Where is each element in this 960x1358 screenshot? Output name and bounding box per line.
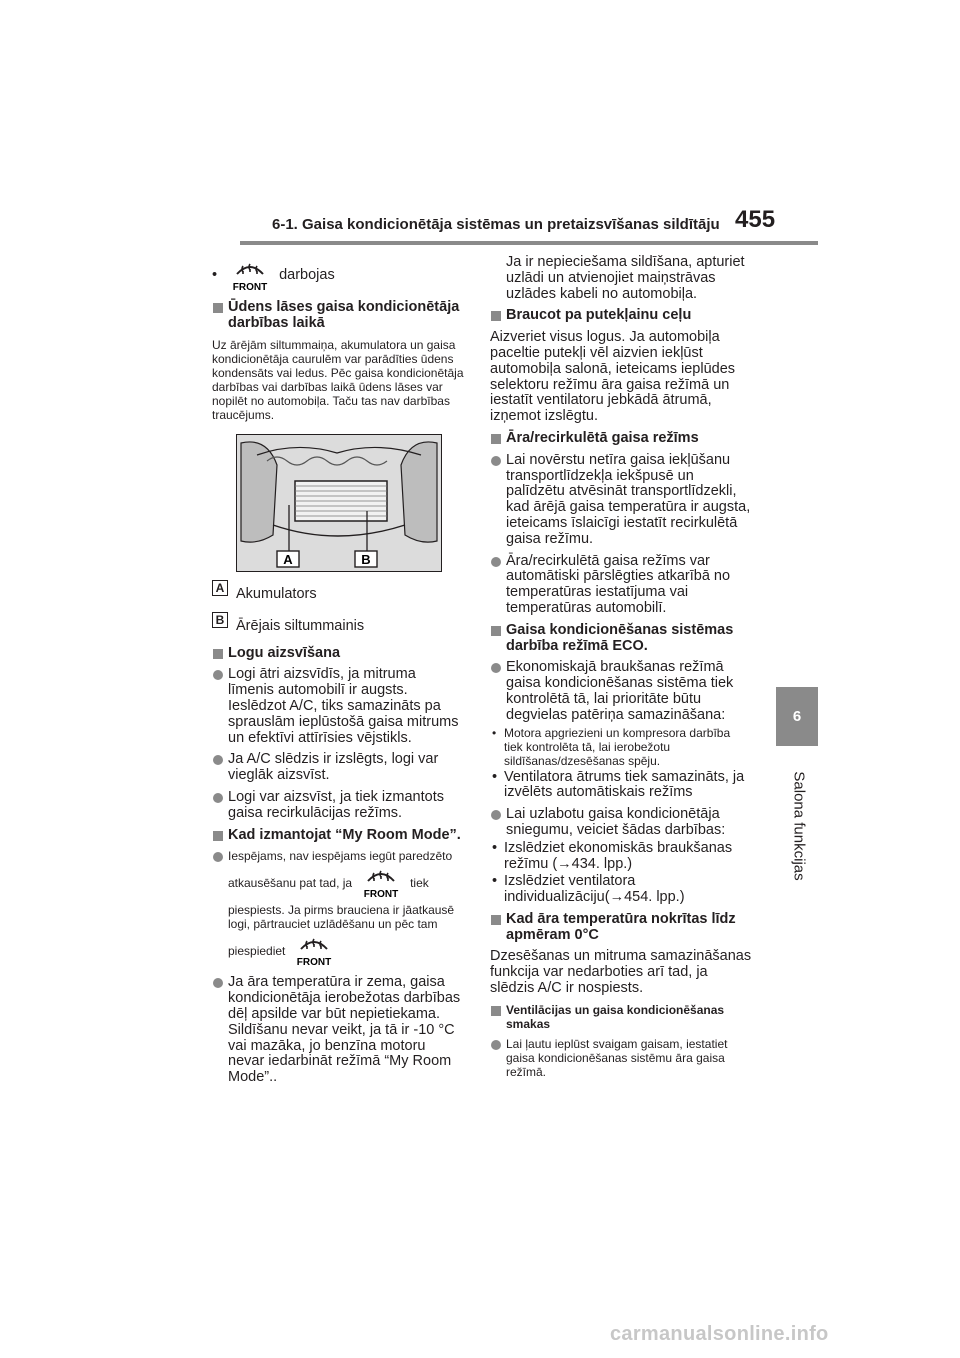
- front-defogger-item: • FRONT darbojas: [212, 258, 464, 294]
- heading-eco-mode: Gaisa kondicionēšanas sistēmas darbība režīmā ECO.: [490, 623, 752, 655]
- heading-odors: Ventilācijas un gaisa kondicionēšanas smakas: [490, 1003, 752, 1031]
- bullet-air-mode-2: Āra/recirkulētā gaisa režīms var automātiski pārslēgties atkarībā no temperatūras iestatījuma vai temperatūras automobilī.: [490, 554, 752, 617]
- figure-callout-a: A: [283, 551, 293, 567]
- heading-my-room-mode: Kad izmantojat “My Room Mode”.: [212, 828, 464, 844]
- legend-a-callout: A: [212, 580, 228, 596]
- heading-dusty-road: Braucot pa putekļainu ceļu: [490, 308, 752, 324]
- front-defroster-icon: [293, 933, 335, 969]
- page-number: 455: [735, 206, 776, 233]
- legend-a: [212, 580, 464, 602]
- paragraph-zero-degrees: Dzesēšanas un mitruma samazināšanas funkcija var nedarboties arī tad, ja slēdzis A/C ir nospiests.: [490, 948, 752, 997]
- legend-a-text: Akumulators: [236, 585, 317, 602]
- dash-eco-fan: • Ventilatora ātrums tiek samazināts, ja izvēlēts automātiskais režīms: [490, 770, 752, 802]
- bullet-air-mode-1: Lai novērstu netīra gaisa iekļūšanu transportlīdzekļa iekšpusē un palīdzētu atvēsināt transportlīdzekli, kad ārējā gaisa temperatūra ir augsta, ieteicams īslaicīgi iestatīt recirkulētā gaisa režīmu.: [490, 453, 752, 548]
- heading-outside-recirculated-air: Āra/recirkulētā gaisa režīms: [490, 431, 752, 447]
- right-column: [490, 254, 752, 1085]
- bullet-my-room-mode-2: Ja āra temperatūra ir zema, gaisa kondicionētāja ierobežotas darbības dēļ apsilde var būt nepietiekama. Sildīšanu nevar veikt, ja tā ir -10 °C vai mazāka, jo benzīna motoru nevar iedarbināt režīmā “My Room Mode”..: [212, 975, 464, 1086]
- header-rule: [240, 241, 818, 245]
- dash-fan-customization: • Izslēdziet ventilatora individualizāciju(→454. lpp.): [490, 874, 752, 906]
- bullet-my-room-mode-1: Iespējams, nav iespējams iegūt paredzēto atkausēšanu pat tad, ja FRONT tiek piespiests. Ja pirms brauciena ir jāatkausē logi, pārtrauciet uzlādēšanu un pēc tam piespiediet FRONT: [212, 849, 464, 969]
- dash-eco-drive-mode: • Izslēdziet ekonomiskās braukšanas režīmu (→434. lpp.): [490, 841, 752, 873]
- chapter-side-label: [781, 762, 817, 890]
- chapter-tab[interactable]: 6: [776, 687, 818, 746]
- engine-bay-illustration: [237, 435, 441, 571]
- bullet-my-room-mode-2-continued: Ja ir nepieciešama sildīšana, apturiet uzlādi un atvienojiet maiņstrāvas uzlādes kabeli no automobiļa.: [506, 254, 745, 302]
- bullet-eco-mode-2: Lai uzlabotu gaisa kondicionētāja sniegumu, veiciet šādas darbības:: [490, 807, 752, 839]
- heading-zero-degrees: Kad āra temperatūra nokrītas līdz apmēram 0°C: [490, 912, 752, 944]
- paragraph-dusty-road: Aizveriet visus logus. Ja automobiļa paceltie putekļi vēl aizvien iekļūst automobiļa salonā, ieteicams ieplūdes selektoru režīmu āra gaisa režīmā un iestatīt ventilatoru jebkādā ātrumā, izņemot izslēgtu.: [490, 329, 736, 425]
- figure-callout-b: B: [361, 551, 371, 567]
- legend-b-text: Ārējais siltummainis: [236, 617, 365, 634]
- engine-bay-figure: [236, 434, 442, 572]
- legend-b-callout: B: [212, 612, 228, 628]
- bullet-odors: Lai ļautu ieplūst svaigam gaisam, iestatiet gaisa kondicionēšanas sistēmu āra gaisa režīmā.: [490, 1037, 752, 1079]
- front-defroster-icon: [360, 865, 402, 901]
- bullet-fogging-3: Logi var aizsvīst, ja tiek izmantots gaisa recirkulācijas režīms.: [212, 790, 464, 822]
- heading-window-fogging: Logu aizsvīšana: [212, 646, 464, 662]
- bullet-fogging-2: Ja A/C slēdzis ir izslēgts, logi var vieglāk aizsvīst.: [212, 752, 464, 784]
- front-defogger-status: darbojas: [279, 267, 335, 284]
- dash-eco-engine: • Motora apgriezieni un kompresora darbība tiek kontrolēta tā, lai ierobežotu sildīšanas/dzesēšanas spēju.: [490, 726, 752, 768]
- bullet-eco-mode-1: Ekonomiskajā braukšanas režīmā gaisa kondicionēšanas sistēma tiek kontrolētā tā, lai prioritāte būtu degvielas patēriņa samazināšana:: [490, 660, 752, 723]
- paragraph-water-drops: Uz ārējām siltummaiņa, akumulatora un gaisa kondicionētāja caurulēm var parādīties ūdens kondensāts vai ledus. Pēc gaisa kondicionētāja darbības vai darbības laikā ūdens lāses var nopilēt no automobiļa. Taču tas nav darbības traucējums.: [212, 337, 464, 422]
- left-column: [212, 258, 464, 1092]
- svg-text:FRONT: FRONT: [232, 282, 268, 293]
- legend-b: [212, 612, 464, 634]
- svg-text:FRONT: FRONT: [363, 889, 399, 901]
- front-defroster-icon: [229, 258, 271, 294]
- watermark: carmanualsonline.info: [610, 1323, 829, 1345]
- heading-water-drops: Ūdens lāses gaisa kondicionētāja darbības laikā: [212, 300, 464, 332]
- svg-text:FRONT: FRONT: [297, 957, 332, 969]
- chapter-title: Salona funkcijas: [790, 771, 808, 881]
- bullet-fogging-1: Logi ātri aizsvīdīs, ja mitruma līmenis automobilī ir augsts. Ieslēdzot A/C, tiks samazināts pa sprauslām ieplūstošā gaisa mitrums un efektīvi attīrīsies vējstikls.: [212, 667, 464, 746]
- header-title: 6-1. Gaisa kondicionētāja sistēmas un pretaizsvīšanas sildītāju: [272, 216, 720, 233]
